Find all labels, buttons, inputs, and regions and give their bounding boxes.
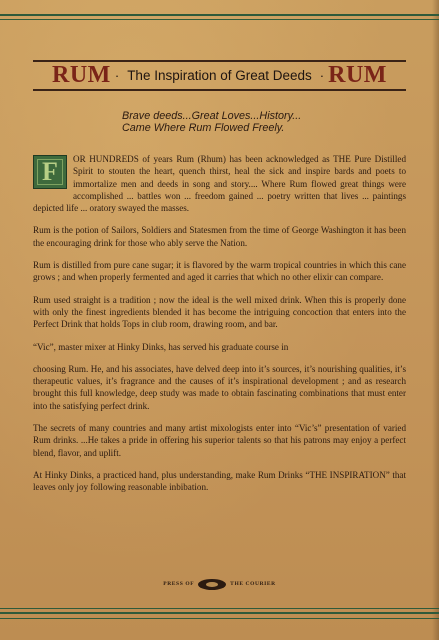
- dropcap-f: [33, 155, 67, 189]
- dropcap-letter: F: [42, 157, 58, 186]
- paragraph-5: “Vic”, master mixer at Hinky Dinks, has served his graduate course in: [33, 341, 289, 352]
- subtitle-line-2: Came Where Rum Flowed Freely.: [122, 122, 285, 134]
- bottom-border-rule: [0, 612, 439, 614]
- title-text: The Inspiration of Great Deeds: [127, 67, 312, 83]
- paragraph-1: [33, 153, 406, 214]
- paragraph-1-text: OR HUNDREDS of years Rum (Rhum) has been acknowledged as THE Pure Distilled Spirit to stouten the heart, quench thirst, heal the sick and inspire bards and poets to immortalize men and deeds in song and story.... Where Rum flowed great things were accomplished ... battles won ... freedom gained ... poetry written that lives ... paintings depicted life ... oratory swayed the masses.: [33, 154, 406, 214]
- body-text: [33, 153, 406, 504]
- title-rum-right: RUM: [328, 61, 387, 88]
- page-edge-shadow: [432, 0, 439, 640]
- title-rule-bottom: [33, 89, 406, 91]
- title-separator-right: ·: [319, 67, 325, 83]
- printer-credit-right: THE COURIER: [230, 581, 276, 587]
- paragraph-8: At Hinky Dinks, a practiced hand, plus understanding, make Rum Drinks “THE INSPIRATION” that leaves only joy following reasonable inbibation.: [33, 469, 406, 493]
- bottom-border-rule-thin: [0, 608, 439, 609]
- printer-credit-left: PRESS OF: [163, 581, 195, 587]
- top-border-rule: [0, 14, 439, 16]
- top-border-rule-thin: [0, 19, 439, 20]
- paragraph-2: Rum is the potion of Sailors, Soldiers and Statesmen from the time of George Washington it has been the encouraging drink for those who ably serve the Nation.: [33, 225, 406, 248]
- paragraph-6: choosing Rum. He, and his associates, have delved deep into it’s sources, it’s nourishing qualities, it’s therapeutic values, it’s fragrance and the causes of it’s inspirational development ; and as research brought this full knowledge, deep study was made to obtain fascinating combinations that must enter into the satisfying perfect drink.: [33, 363, 406, 411]
- page-title: [33, 61, 406, 88]
- printer-credit: [0, 577, 439, 591]
- paragraph-4: Rum used straight is a tradition ; now the ideal is the well mixed drink. When this is properly done with only the finest ingredients blended it has become the intriguing concoction that enters into the Perfect Drink that holds Tops in club room, drawing room, and bar.: [33, 294, 406, 330]
- title-separator-left: ·: [114, 67, 120, 83]
- bottom-border-rule-lower: [0, 618, 439, 619]
- paragraph-7: The secrets of many countries and many artist mixologists enter into “Vic’s” presentation of varied Rum drinks. ...He takes a pride in offering his superior talents so that his patrons may enjoy a perfect blend, flavor, and uplift.: [33, 423, 406, 458]
- subtitle-line-1: Brave deeds...Great Loves...History...: [122, 110, 302, 122]
- title-rum-left: RUM: [52, 61, 111, 88]
- subtitle: [122, 110, 382, 134]
- paragraph-3: Rum is distilled from pure cane sugar; it is flavored by the warm tropical countries in which this cane grows ; and when properly fermented and aged it carries that which no other elixir can compare.: [33, 260, 406, 283]
- courier-emblem-icon: [198, 579, 226, 590]
